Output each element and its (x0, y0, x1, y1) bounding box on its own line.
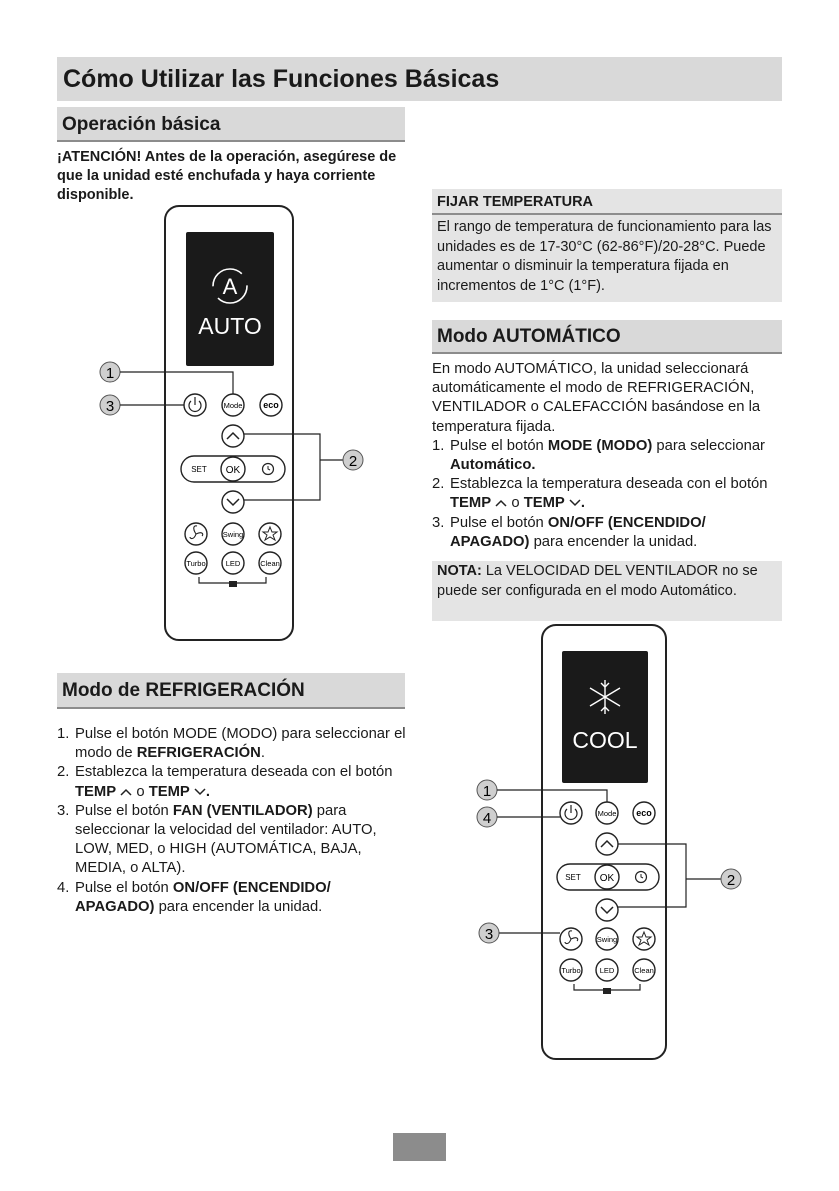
auto-mode-glyph: A (222, 274, 238, 299)
mode-button-label: Mode (223, 401, 243, 410)
auto-mode-text (432, 360, 787, 552)
page-number-block (393, 1133, 446, 1161)
remote-control-cool (470, 623, 750, 1061)
mode-button-label: Mode (597, 809, 617, 818)
cool-step-2: 2. Establezca la temperatura deseada con el botón TEMP o TEMP . (57, 764, 393, 800)
callout-1-label: 1 (105, 365, 115, 382)
temp-down-button[interactable] (222, 491, 244, 513)
attention-note: ¡ATENCIÓN! Antes de la operación, asegúrese de que la unidad esté enchufada y haya corriente disponible. (57, 149, 397, 203)
lock-icon (229, 581, 237, 587)
display-mode-label: AUTO (198, 313, 262, 339)
cool-step-3: 3. Pulse el botón FAN (VENTILADOR) para seleccionar la velocidad del ventilador: AUTO, LOW, MED, o HIGH (AUTOMÁTICA, BAJA, MEDIA, o ALTA). (57, 802, 377, 877)
eco-button-label: eco (263, 400, 279, 410)
callout-1-label: 1 (482, 783, 492, 800)
set-temperature-heading: FIJAR TEMPERATURA (432, 189, 782, 215)
auto-step-2: 2. Establezca la temperatura deseada con el botón TEMP o TEMP . (432, 476, 768, 512)
remote-display (186, 232, 274, 366)
section-heading-basic-operation: Operación básica (57, 107, 405, 142)
auto-mode-intro: En modo AUTOMÁTICO, la unidad seleccionará automáticamente el modo de REFRIGERACIÓN, VENTILADOR o CALEFACCIÓN basándose en la temperatura fijada. (432, 361, 761, 435)
turbo-button-label: Turbo (186, 559, 206, 568)
chevron-down-icon (569, 498, 581, 507)
set-button[interactable]: SET (565, 873, 581, 882)
chevron-up-icon (495, 498, 507, 507)
callout-2-label: 2 (348, 453, 358, 470)
clean-button-label: Clean (634, 966, 654, 975)
remote-display (562, 651, 648, 783)
cool-step-4: 4. Pulse el botón ON/OFF (ENCENDIDO/ APAGADO) para encender la unidad. (57, 879, 331, 915)
section-heading-cool-mode: Modo de REFRIGERACIÓN (57, 673, 405, 709)
chevron-up-icon (120, 787, 132, 796)
set-temperature-body: El rango de temperatura de funcionamiento para las unidades es de 17-30°C (62-86°F)/20-28°C. Puede aumentar o disminuir la temperatura fijada en incrementos de 1°C (1°F). (437, 219, 772, 294)
callout-2-label: 2 (726, 872, 736, 889)
callout-3-label: 3 (105, 398, 115, 415)
section-heading-auto-mode: Modo AUTOMÁTICO (432, 320, 782, 354)
cool-step-1: 1. Pulse el botón MODE (MODO) para seleccionar el modo de REFRIGERACIÓN. (57, 726, 406, 762)
eco-button-label: eco (636, 808, 652, 818)
lock-icon (603, 988, 611, 994)
ok-button-label: OK (599, 873, 615, 884)
auto-mode-note: NOTA: La VELOCIDAD DEL VENTILADOR no se puede ser configurada en el modo Automático. (432, 561, 782, 621)
callout-4-label: 4 (482, 810, 492, 827)
led-button-label: LED (599, 966, 615, 975)
swing-button-label: Swing (222, 530, 244, 539)
auto-step-1: 1. Pulse el botón MODE (MODO) para seleccionar Automático. (432, 437, 765, 474)
temp-up-button[interactable] (596, 833, 618, 855)
page-title: Cómo Utilizar las Funciones Básicas (57, 57, 782, 101)
remote-control-auto (95, 204, 375, 642)
auto-step-3: 3. Pulse el botón ON/OFF (ENCENDIDO/ APAGADO) para encender la unidad. (432, 514, 706, 550)
ok-button-label: OK (225, 465, 241, 476)
temp-up-button[interactable] (222, 425, 244, 447)
callout-3-label: 3 (484, 926, 494, 943)
turbo-button-label: Turbo (561, 966, 581, 975)
clean-button-label: Clean (260, 559, 280, 568)
display-mode-label: COOL (572, 727, 638, 753)
swing-button-label: Swing (596, 935, 618, 944)
set-temperature-panel (432, 189, 782, 302)
led-button-label: LED (225, 559, 241, 568)
temp-down-button[interactable] (596, 899, 618, 921)
set-button[interactable]: SET (191, 465, 207, 474)
cool-mode-steps (57, 725, 409, 917)
chevron-down-icon (194, 787, 206, 796)
